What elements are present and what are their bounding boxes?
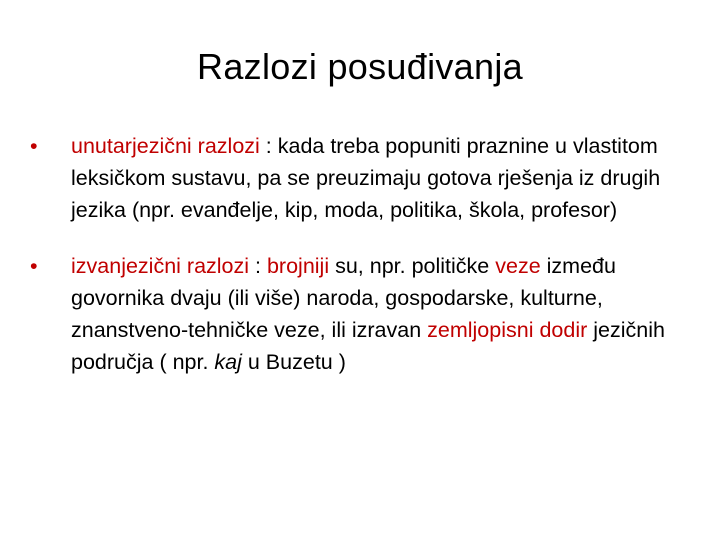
bullet-item-internal-reasons xyxy=(30,130,698,226)
term-external-reasons: izvanjezični razlozi xyxy=(71,254,250,278)
external-reasons-text-4: jezičnih područja ( npr. xyxy=(71,318,665,374)
external-reasons-text-1: : xyxy=(249,254,267,278)
external-reasons-text-2: su, npr. političke xyxy=(329,254,496,278)
bullet-icon: • xyxy=(30,134,38,158)
external-reasons-text-5: u Buzetu ) xyxy=(241,350,346,374)
term-geographic-contact: zemljopisni dodir xyxy=(427,318,588,342)
example-kaj: kaj xyxy=(214,350,242,374)
external-reasons-text-3: između govornika dvaju (ili više) naroda, gospodarske, kulturne, znanstveno-tehničke veze, ili izravan xyxy=(71,254,616,342)
slide-title: Razlozi posuđivanja xyxy=(197,46,523,87)
bullet-list xyxy=(30,130,698,402)
bullet-icon: • xyxy=(30,254,38,278)
term-internal-reasons: unutarjezični razlozi xyxy=(71,134,260,158)
term-veze: veze xyxy=(495,254,541,278)
term-brojniji: brojniji xyxy=(266,254,330,278)
bullet-item-external-reasons xyxy=(30,250,698,378)
internal-reasons-text: : kada treba popuniti praznine u vlastitom leksičkom sustavu, pa se preuzimaju gotova rješenja iz drugih jezika (npr. evanđelje, kip, moda, politika, škola, profesor) xyxy=(71,134,661,222)
